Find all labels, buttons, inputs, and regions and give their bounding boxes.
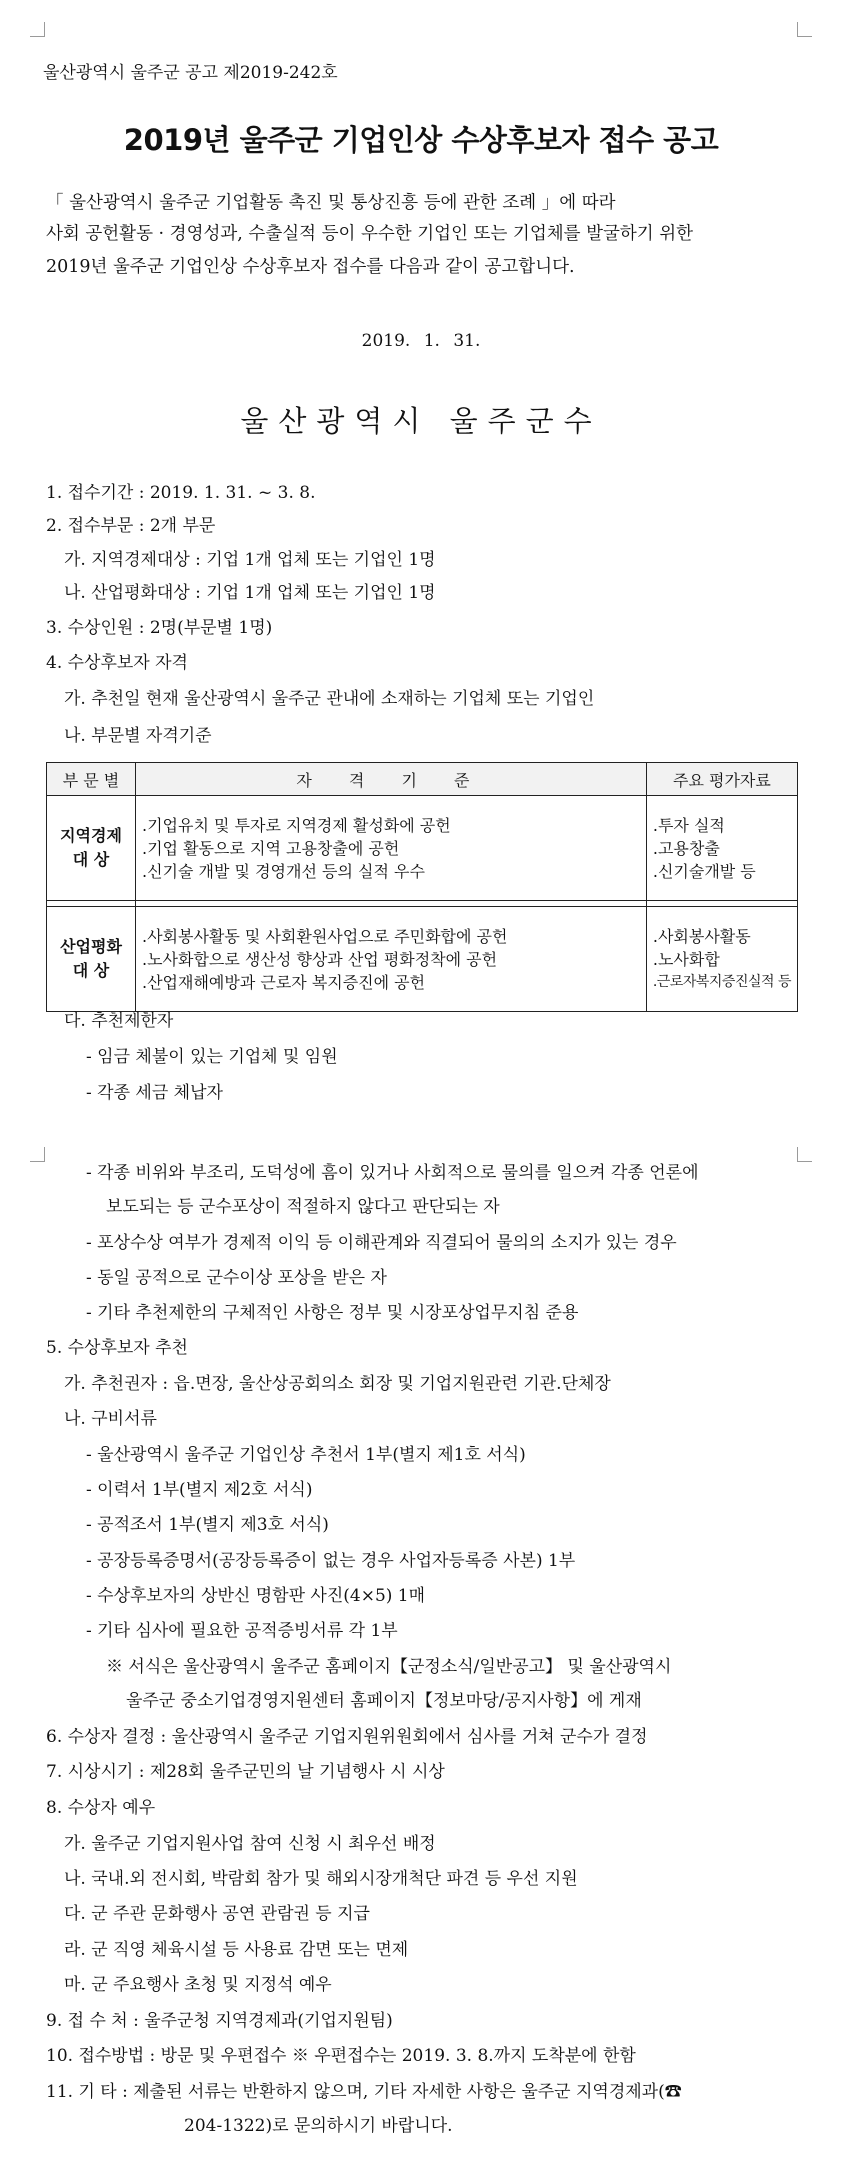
restriction-line: - 임금 체불이 있는 기업체 및 임원 xyxy=(86,1047,338,1067)
evaluation-line: .근로자복지증진실적 등 xyxy=(652,973,791,990)
intro-line: 「 울산광역시 울주군 기업활동 촉진 및 통상진흥 등에 관한 조례 」에 따라 xyxy=(46,193,616,213)
criteria-line: .노사화합으로 생산성 향상과 산업 평화정착에 공헌 xyxy=(142,949,498,969)
issuer-name: 울산광역시 울주군수 xyxy=(240,404,602,438)
table-row xyxy=(47,907,798,1012)
item-etc-continued: 204-1322)로 문의하시기 바랍니다. xyxy=(184,2116,453,2136)
evaluation-cell xyxy=(646,907,797,1012)
item-restriction: 다. 추천제한자 xyxy=(64,1011,174,1031)
item-recommender: 가. 추천권자 : 읍.면장, 울산상공회의소 회장 및 기업지원관련 기관.단체장 xyxy=(64,1374,611,1394)
section-name-suffix: 대 상 xyxy=(72,961,110,980)
table-row xyxy=(47,796,798,901)
evaluation-cell xyxy=(646,796,797,901)
item-period: 1. 접수기간 : 2019. 1. 31. ~ 3. 8. xyxy=(46,483,316,503)
notice-title: 2019년 울주군 기업인상 수상후보자 접수 공고 xyxy=(123,123,719,157)
intro-line: 사회 공헌활동 · 경영성과, 수출실적 등이 우수한 기업인 또는 기업체를 발굴하기 위한 xyxy=(46,224,694,244)
criteria-table xyxy=(46,762,798,1012)
item-decision: 6. 수상자 결정 : 울산광역시 울주군 기업지원위원회에서 심사를 거쳐 군수가 결정 xyxy=(46,1727,648,1747)
document-line: - 공적조서 1부(별지 제3호 서식) xyxy=(86,1515,329,1535)
form-note: ※ 서식은 울산광역시 울주군 홈페이지【군정소식/일반공고】 및 울산광역시 xyxy=(106,1657,672,1677)
criteria-line: .산업재해예방과 근로자 복지증진에 공헌 xyxy=(142,972,426,992)
criteria-cell xyxy=(136,907,647,1012)
criteria-line: .기업 활동으로 지역 고용창출에 공헌 xyxy=(142,838,400,858)
restriction-line: - 동일 공적으로 군수이상 포상을 받은 자 xyxy=(86,1268,387,1288)
criteria-cell xyxy=(136,796,647,901)
restriction-line: - 포상수상 여부가 경제적 이익 등 이해관계와 직결되어 물의의 소지가 있는 경우 xyxy=(86,1233,677,1253)
item-method: 10. 접수방법 : 방문 및 우편접수 ※ 우편접수는 2019. 3. 8.까지 도착분에 한함 xyxy=(46,2046,636,2066)
benefit-line: 마. 군 주요행사 초청 및 지정석 예우 xyxy=(64,1975,332,1995)
section-name: 지역경제 xyxy=(60,826,122,845)
document-line: - 울산광역시 울주군 기업인상 추천서 1부(별지 제1호 서식) xyxy=(86,1445,526,1465)
restriction-line: - 기타 추천제한의 구체적인 사항은 정부 및 시장포상업무지침 준용 xyxy=(86,1303,579,1323)
document-line: - 수상후보자의 상반신 명함판 사진(4×5) 1매 xyxy=(86,1586,426,1606)
section-cell xyxy=(47,907,136,1012)
item-recommendation: 5. 수상후보자 추천 xyxy=(46,1338,188,1358)
item-recipients: 3. 수상인원 : 2명(부문별 1명) xyxy=(46,618,273,638)
table-header-row xyxy=(47,763,798,796)
item-category: 2. 접수부문 : 2개 부문 xyxy=(46,516,216,536)
item-category-a: 가. 지역경제대상 : 기업 1개 업체 또는 기업인 1명 xyxy=(64,550,436,570)
benefit-line: 다. 군 주관 문화행사 공연 관람권 등 지급 xyxy=(64,1904,370,1924)
evaluation-line: .신기술개발 등 xyxy=(652,861,756,881)
section-cell xyxy=(47,796,136,901)
benefit-line: 가. 울주군 기업지원사업 참여 신청 시 최우선 배정 xyxy=(64,1834,436,1854)
section-name-suffix: 대 상 xyxy=(72,850,110,869)
notice-number: 울산광역시 울주군 공고 제2019-242호 xyxy=(43,63,338,83)
document-line: - 기타 심사에 필요한 공적증빙서류 각 1부 xyxy=(86,1621,398,1641)
evaluation-line: .투자 실적 xyxy=(652,815,725,835)
table-header-evaluation: 주요 평가자료 xyxy=(646,763,797,796)
benefit-line: 나. 국내.외 전시회, 박람회 참가 및 해외시장개척단 파견 등 우선 지원 xyxy=(64,1869,578,1889)
evaluation-line: .사회봉사활동 xyxy=(652,926,751,946)
page-corner-mark xyxy=(30,22,45,37)
notice-date: 2019. 1. 31. xyxy=(361,331,481,351)
criteria-line: .기업유치 및 투자로 지역경제 활성화에 공헌 xyxy=(142,815,451,835)
evaluation-line: .노사화합 xyxy=(652,949,720,969)
benefit-line: 라. 군 직영 체육시설 등 사용료 감면 또는 면제 xyxy=(64,1940,409,1960)
table-header-criteria: 자 격 기 준 xyxy=(136,763,647,796)
item-category-b: 나. 산업평화대상 : 기업 1개 업체 또는 기업인 1명 xyxy=(64,583,436,603)
item-benefits: 8. 수상자 예우 xyxy=(46,1798,156,1818)
criteria-line: .신기술 개발 및 경영개선 등의 실적 우수 xyxy=(142,861,425,881)
page-corner-mark xyxy=(797,22,812,37)
restriction-line: - 각종 비위와 부조리, 도덕성에 흠이 있거나 사회적으로 물의를 일으켜 각종 언론에 xyxy=(86,1163,699,1183)
evaluation-line: .고용창출 xyxy=(652,838,720,858)
restriction-line: - 각종 세금 체납자 xyxy=(86,1083,223,1103)
criteria-line: .사회봉사활동 및 사회환원사업으로 주민화합에 공헌 xyxy=(142,926,508,946)
item-documents: 나. 구비서류 xyxy=(64,1409,157,1429)
document-line: - 이력서 1부(별지 제2호 서식) xyxy=(86,1480,313,1500)
form-note-continued: 울주군 중소기업경영지원센터 홈페이지【정보마당/공지사항】에 게재 xyxy=(126,1691,642,1711)
section-name: 산업평화 xyxy=(60,937,122,956)
page-corner-mark xyxy=(30,1147,45,1162)
page-corner-mark xyxy=(797,1147,812,1162)
intro-line: 2019년 울주군 기업인상 수상후보자 접수를 다음과 같이 공고합니다. xyxy=(46,257,575,277)
item-qualification: 4. 수상후보자 자격 xyxy=(46,653,188,673)
item-qualification-b: 나. 부문별 자격기준 xyxy=(64,726,212,746)
item-office: 9. 접 수 처 : 울주군청 지역경제과(기업지원팀) xyxy=(46,2011,393,2031)
item-award-time: 7. 시상시기 : 제28회 울주군민의 날 기념행사 시 시상 xyxy=(46,1762,445,1782)
item-qualification-a: 가. 추천일 현재 울산광역시 울주군 관내에 소재하는 기업체 또는 기업인 xyxy=(64,689,595,709)
document-line: - 공장등록증명서(공장등록증이 없는 경우 사업자등록증 사본) 1부 xyxy=(86,1551,576,1571)
item-etc: 11. 기 타 : 제출된 서류는 반환하지 않으며, 기타 자세한 사항은 울주군 지역경제과(☎ xyxy=(46,2082,682,2102)
table-header-section: 부 문 별 xyxy=(47,763,136,796)
restriction-line-continued: 보도되는 등 군수포상이 적절하지 않다고 판단되는 자 xyxy=(106,1197,500,1217)
